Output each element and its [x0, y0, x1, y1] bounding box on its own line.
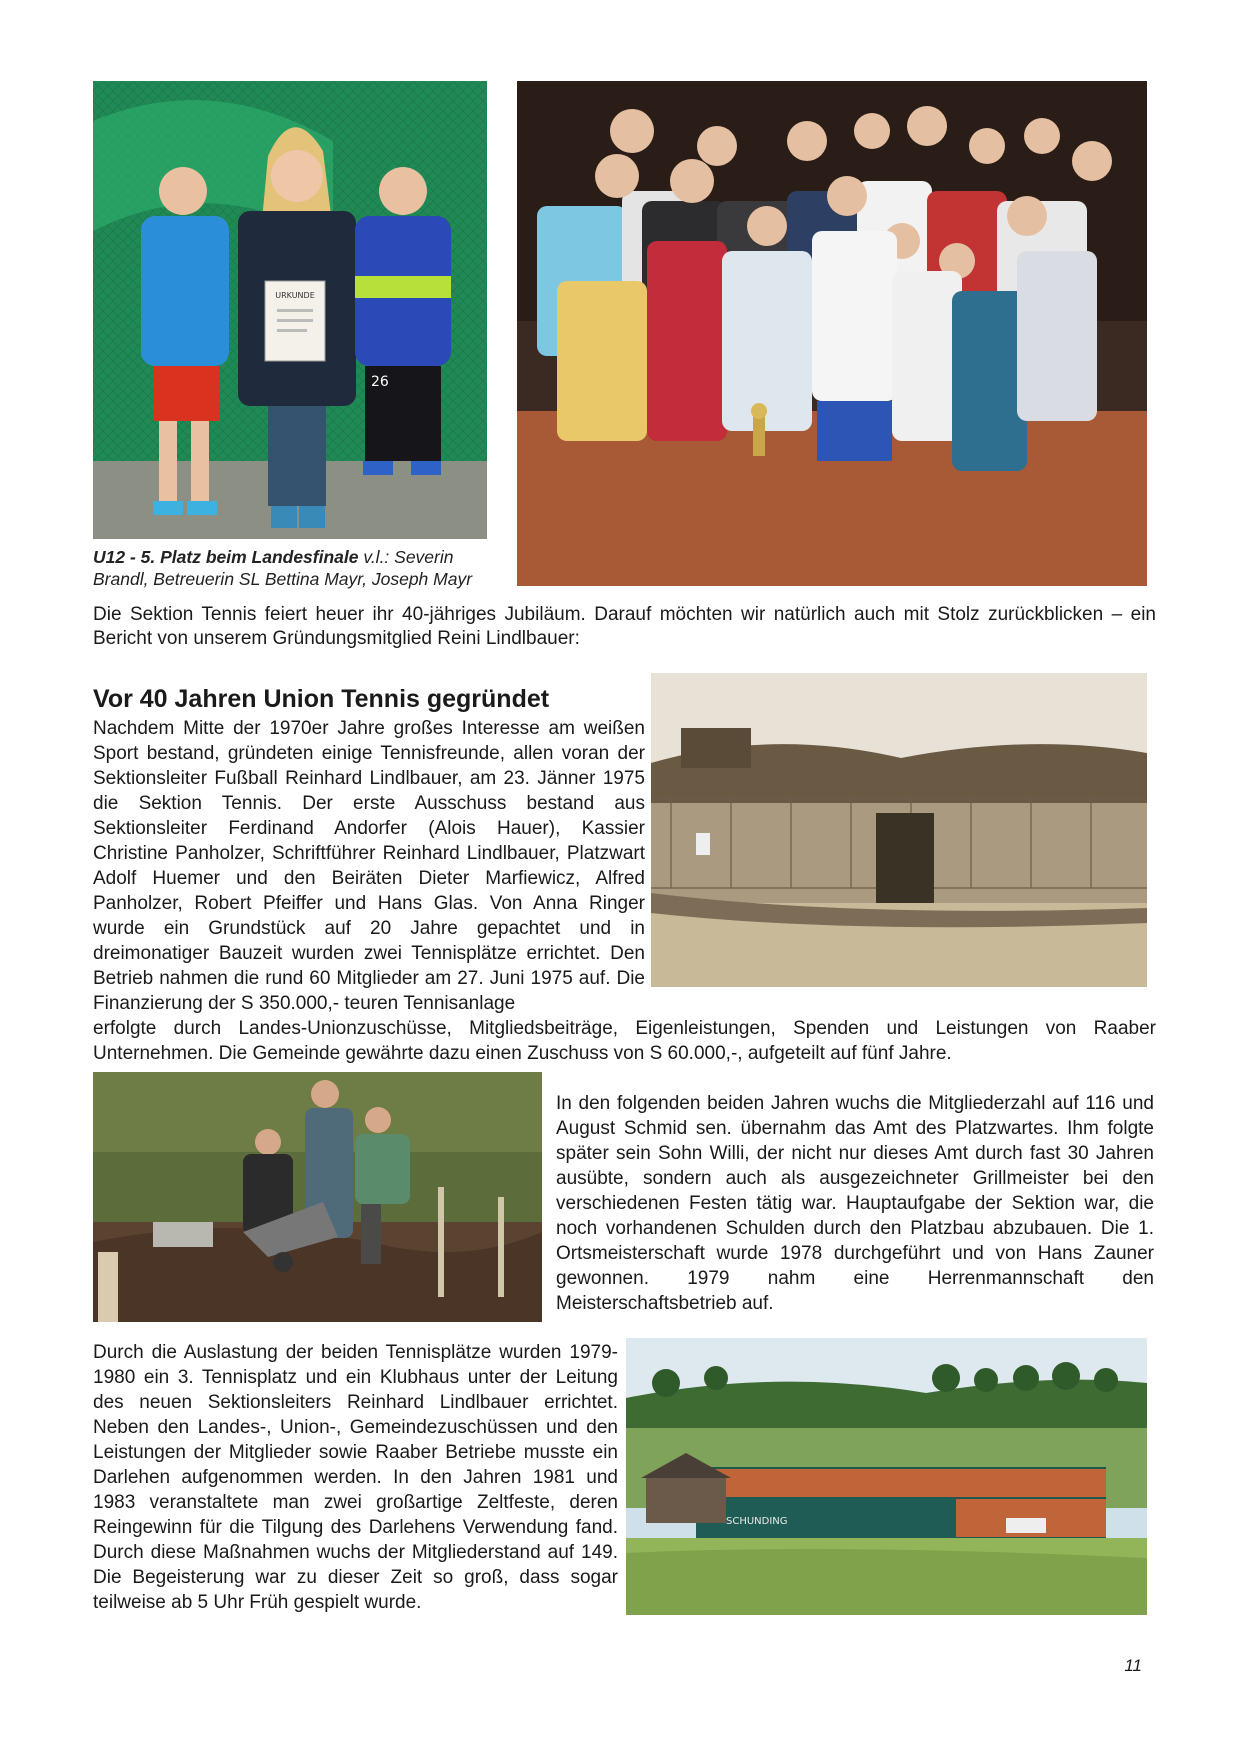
historic-courts-photo	[651, 673, 1147, 987]
jersey-number: 26	[371, 374, 389, 390]
modern-courts-photo	[626, 1338, 1147, 1615]
caption-text: v.l.: Severin Brandl, Betreuerin SL Bettina Mayr, Joseph Mayr	[93, 547, 473, 589]
photo-caption	[93, 546, 488, 590]
page-number: 11	[1124, 1656, 1142, 1675]
paragraph-founding: Nachdem Mitte der 1970er Jahre großes Interesse am weißen Sport bestand, gründeten einige Tennisfreunde, allen voran der Sektionsleiter Fußball Reinhard Lindlbauer, am 23. Jänner 1975 die Sektion Tennis. Der erste Ausschuss bestand aus Sektionsleiter Ferdinand Andorfer (Alois Hauer), Kassier Christine Panholzer, Schriftführer Reinhard Lindlbauer, Platzwart Adolf Huemer und den Beiräten Dieter Marfiewicz, Alfred Panholzer, Robert Pfeiffer und Hans Glas. Von Anna Ringer wurde ein Grundstück auf 20 Jahre gepachtet und in dreimonatiger Bauzeit wurden zwei Tennisplätze errichtet. Den Betrieb nahmen die rund 60 Mitglieder am 27. Juni 1975 auf. Die Finanzierung der S 350.000,- teuren Tennisanlage	[93, 718, 645, 1014]
construction-photo	[93, 1072, 542, 1322]
u12-team-photo	[93, 81, 487, 539]
paragraph-expansion: Durch die Auslastung der beiden Tennisplätze wurden 1979-1980 ein 3. Tennisplatz und ein Klubhaus unter der Leitung des neuen Sektionsleiters Reinhard Lindlbauer errichtet. Neben den Landes-, Union-, Gemeindezuschüssen und den Leistungen der Mitglieder sowie Raaber Betriebe musste ein Darlehen aufgenommen werden. In den Jahren 1981 und 1983 veranstaltete man zwei großartige Zeltfeste, deren Reingewinn für die Tilgung des Darlehens Verwendung fand. Durch diese Maßnahmen wuchs der Mitgliederstand auf 149. Die Begeisterung war zu dieser Zeit so groß, dass sogar teilweise ab 5 Uhr Früh gespielt wurde.	[93, 1342, 618, 1613]
intro-paragraph: Die Sektion Tennis feiert heuer ihr 40-jähriges Jubiläum. Darauf möchten wir natürlich auch mit Stolz zurückblicken – ein Bericht von unserem Gründungsmitglied Reini Lindlbauer:	[93, 604, 1156, 649]
courts-sign: SCHUNDING	[726, 1516, 788, 1527]
article-heading: Vor 40 Jahren Union Tennis gegründet	[93, 685, 550, 713]
certificate-title: URKUNDE	[275, 291, 315, 300]
caption-lead: U12 - 5. Platz beim Landesfinale	[93, 547, 359, 567]
paragraph-financing: erfolgte durch Landes-Unionzuschüsse, Mitgliedsbeiträge, Eigenleistungen, Spenden und Leistungen von Raaber Unternehmen. Die Gemeinde gewährte dazu einen Zuschuss von S 60.000,-, aufgeteilt auf fünf Jahre.	[93, 1018, 1156, 1064]
group-photo	[517, 81, 1147, 586]
paragraph-growth: In den folgenden beiden Jahren wuchs die Mitgliederzahl auf 116 und August Schmid sen. übernahm das Amt des Platzwartes. Ihm folgte später sein Sohn Willi, der nicht nur dieses Amt durch fast 30 Jahren ausübte, sondern auch als ausgezeichneter Grillmeister bei den verschiedenen Festen tätig war. Hauptaufgabe der Sektion war, die noch vorhandenen Schulden durch den Platzbau abzubauen. Die 1. Ortsmeisterschaft wurde 1978 durchgeführt und von Hans Zauner gewonnen. 1979 nahm eine Herrenmannschaft den Meisterschaftsbetrieb auf.	[556, 1093, 1154, 1314]
